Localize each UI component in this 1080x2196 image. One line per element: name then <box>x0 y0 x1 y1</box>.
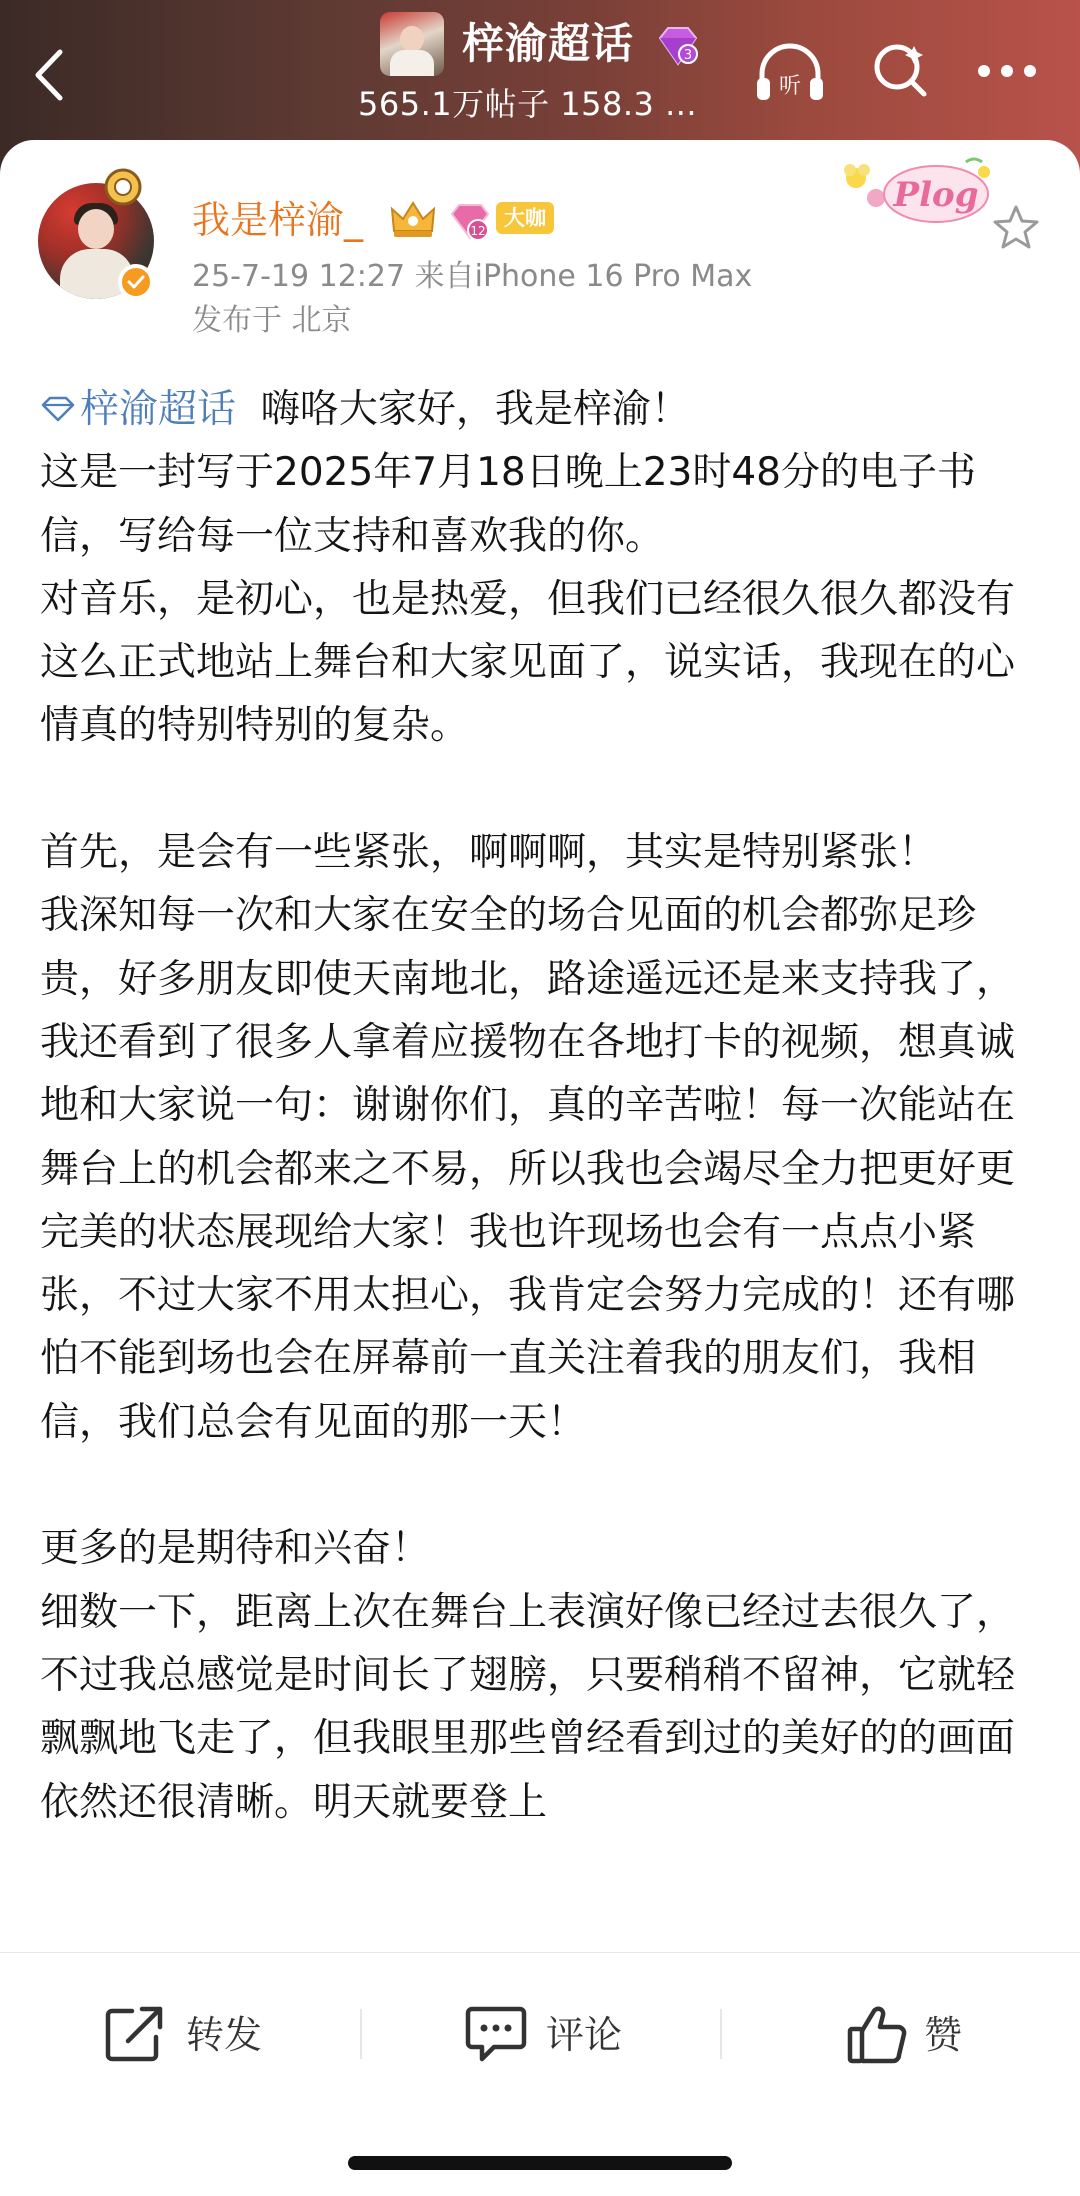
bottom-action-bar <box>0 1952 1080 2196</box>
star-icon <box>990 202 1042 254</box>
repost-button[interactable] <box>104 1995 304 2075</box>
post-meta: 25-7-19 12:27 来自iPhone 16 Pro Max <box>192 259 753 294</box>
post-paragraph: 首先，是会有一些紧张，啊啊啊，其实是特别紧张！ <box>40 830 938 876</box>
topic-diamond-icon <box>40 394 76 424</box>
post-content <box>40 378 1050 1834</box>
post-blank-line <box>40 758 1050 821</box>
more-dots-icon <box>972 46 1042 96</box>
vip-badge: 大咖 <box>496 202 554 234</box>
user-level-badge-icon <box>448 200 492 244</box>
favorite-button[interactable] <box>990 202 1042 254</box>
topic-title[interactable]: 梓渝超话 <box>462 19 635 68</box>
post-blank-line <box>40 1454 1050 1517</box>
post-paragraph <box>40 378 1050 441</box>
home-indicator[interactable] <box>348 2156 732 2170</box>
headphones-icon <box>752 40 828 106</box>
post-paragraph: 更多的是期待和兴奋！ <box>40 1526 431 1572</box>
repost-label: 转发 <box>186 2013 263 2057</box>
topic-link[interactable] <box>40 387 236 432</box>
topic-stats: 565.1万帖子 158.3 ... <box>358 85 698 123</box>
crown-badge-icon <box>388 197 438 241</box>
like-label: 赞 <box>924 2013 963 2057</box>
comment-label: 评论 <box>546 2013 623 2057</box>
svg-text:Plog: Plog <box>893 175 979 215</box>
listen-button[interactable] <box>752 40 828 106</box>
post-paragraph: 细数一下，距离上次在舞台上表演好像已经过去很久了，不过我总感觉是时间长了翅膀，只要稍稍不留神，它就轻飘飘地飞走了，但我眼里那些曾经看到过的美好的的画面依然还很清晰。明天就要登上 <box>40 1589 1016 1825</box>
post-card <box>0 140 1080 2195</box>
svg-text:听: 听 <box>778 74 802 99</box>
verified-badge-icon <box>118 264 154 300</box>
topic-avatar[interactable] <box>380 12 444 76</box>
repost-icon <box>104 2005 166 2063</box>
action-divider <box>360 2009 362 2059</box>
action-divider <box>720 2009 722 2059</box>
topic-level-gem-icon <box>654 22 702 70</box>
plog-sticker-icon <box>836 150 998 234</box>
svg-text:3: 3 <box>683 48 693 63</box>
topic-link-label: 梓渝超话 <box>80 387 237 432</box>
search-button[interactable] <box>868 38 934 104</box>
avatar-pendant-icon <box>100 164 146 210</box>
back-arrow-icon <box>26 40 74 110</box>
post-location: 发布于 北京 <box>192 303 352 338</box>
post-paragraph: 我深知每一次和大家在安全的场合见面的机会都弥足珍贵，好多朋友即使天南地北，路途遥远还是来支持我了，我还看到了很多人拿着应援物在各地打卡的视频，想真诚地和大家说一句：谢谢你们，真的辛苦啦！每一次能站在舞台上的机会都来之不易，所以我也会竭尽全力把更好更完美的状态展现给大家！我也许现场也会有一点点小紧张，不过大家不用太担心，我肯定会努力完成的！还有哪怕不能到场也会在屏幕前一直关注着我的朋友们，我相信，我们总会有见面的那一天！ <box>40 893 1016 1445</box>
svg-text:12: 12 <box>470 224 486 238</box>
comment-icon <box>464 2005 528 2063</box>
back-button[interactable] <box>26 40 74 110</box>
like-button[interactable] <box>846 1995 1016 2075</box>
comment-button[interactable] <box>464 1995 664 2075</box>
search-icon <box>868 38 934 104</box>
post-greeting: 嗨咯大家好，我是梓渝！ <box>260 387 690 432</box>
more-button[interactable] <box>972 46 1042 96</box>
post-paragraph: 对音乐，是初心，也是热爱，但我们已经很久很久都没有这么正式地站上舞台和大家见面了，说实话，我现在的心情真的特别特别的复杂。 <box>40 576 1016 749</box>
author-name[interactable]: 我是梓渝_ <box>192 198 364 242</box>
post-paragraph: 这是一封写于2025年7月18日晚上23时48分的电子书信，写给每一位支持和喜欢我的你。 <box>40 450 976 559</box>
thumbs-up-icon <box>846 2005 908 2065</box>
